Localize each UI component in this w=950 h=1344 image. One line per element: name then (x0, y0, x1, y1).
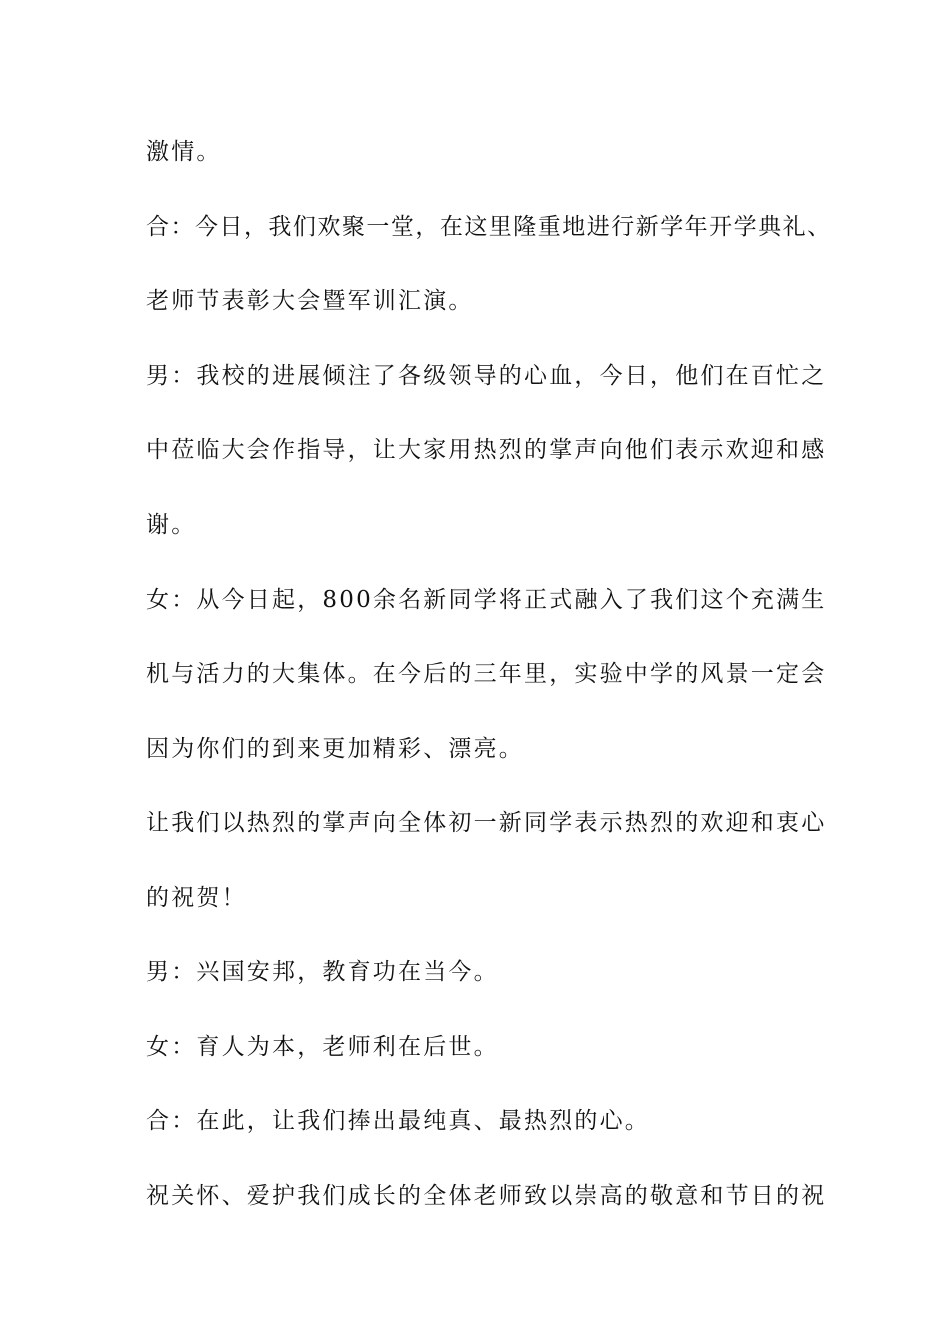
text-line: 男：兴国安邦，教育功在当今。 (146, 959, 499, 985)
text-line: 谢。 (146, 512, 197, 538)
text-line: 合：在此，让我们捧出最纯真、最热烈的心。 (146, 1108, 650, 1134)
text-line: 祝关怀、爱护我们成长的全体老师致以崇高的敬意和节日的祝 (146, 1183, 827, 1209)
text-line: 中莅临大会作指导，让大家用热烈的掌声向他们表示欢迎和感 (146, 437, 827, 463)
text-line: 让我们以热烈的掌声向全体初一新同学表示热烈的欢迎和衷心 (146, 810, 827, 836)
text-line: 机与活力的大集体。在今后的三年里，实验中学的风景一定会 (146, 661, 827, 687)
text-line: 的祝贺！ (146, 885, 247, 911)
text-line: 女：从今日起，800余名新同学将正式融入了我们这个充满生 (146, 587, 827, 613)
text-line: 因为你们的到来更加精彩、漂亮。 (146, 736, 524, 762)
text-line: 激情。 (146, 139, 222, 165)
text-line: 合：今日，我们欢聚一堂，在这里隆重地进行新学年开学典礼、 (146, 214, 832, 240)
text-line: 老师节表彰大会暨军训汇演。 (146, 288, 474, 314)
text-line: 女：育人为本，老师利在后世。 (146, 1034, 499, 1060)
text-line: 男：我校的进展倾注了各级领导的心血，今日，他们在百忙之 (146, 363, 827, 389)
